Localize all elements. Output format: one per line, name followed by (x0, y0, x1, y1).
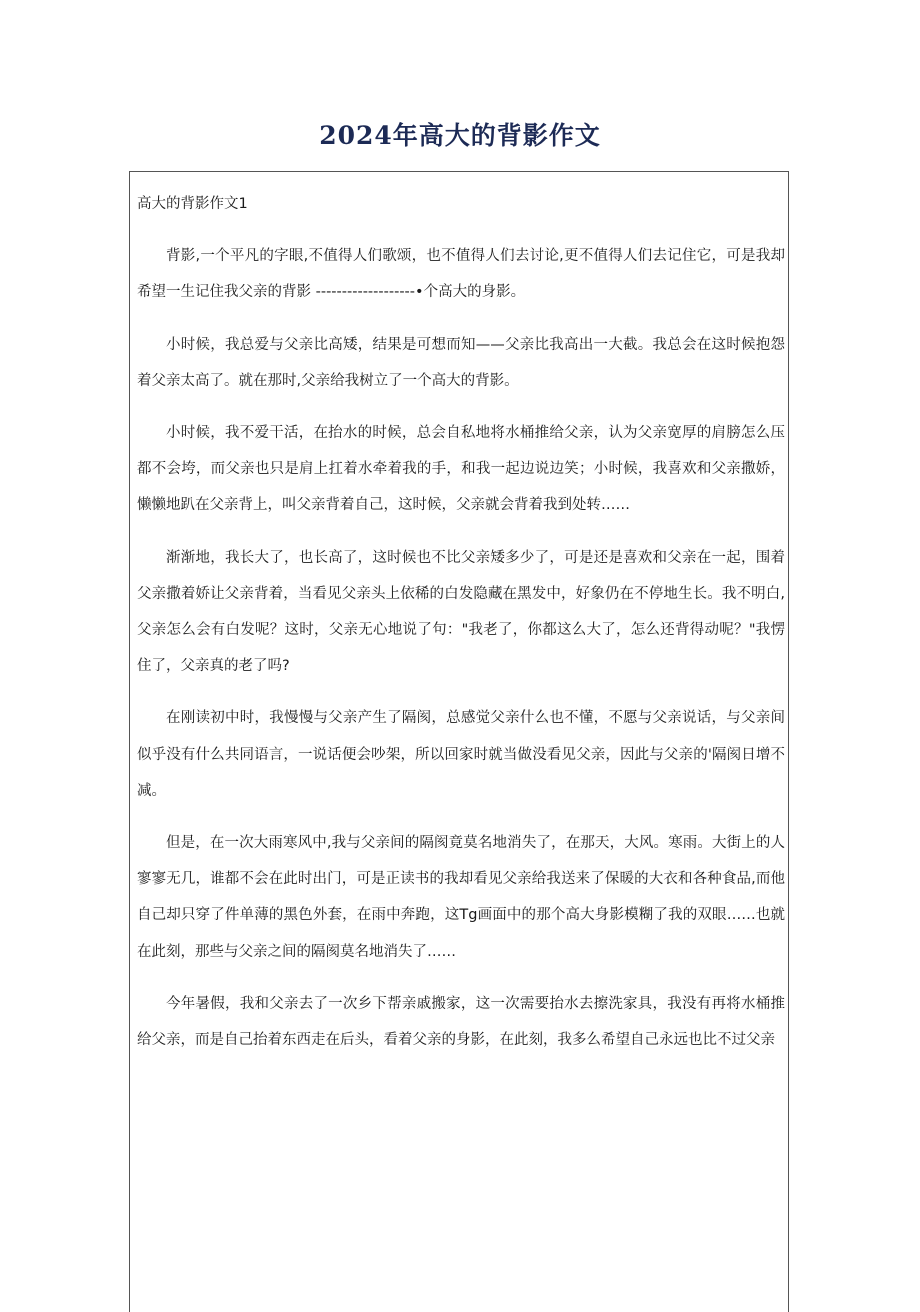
paragraph: 今年暑假，我和父亲去了一次乡下帮亲戚搬家，这一次需要抬水去擦洗家具，我没有再将水桶推给父亲，而是自己抬着东西走在后头，看着父亲的身影，在此刻，我多么希望自己永远也比不过父亲 (137, 995, 785, 1049)
document-title: 2024年高大的背影作文 (319, 121, 601, 150)
paragraph: 渐渐地，我长大了，也长高了，这时候也不比父亲矮多少了，可是还是喜欢和父亲在一起，围着父亲撒着娇让父亲背着，当看见父亲头上依稀的白发隐藏在黑发中，好象仍在不停地生长。我不明白,父亲怎么会有白发呢？这时，父亲无心地说了句："我老了，你都这么大了，怎么还背得动呢？"我愣住了，父亲真的老了吗? (137, 549, 785, 675)
essay-body (137, 186, 785, 1058)
paragraph: 但是，在一次大雨寒风中,我与父亲间的隔阂竟莫名地消失了，在那天，大风。寒雨。大街上的人寥寥无几，谁都不会在此时出门，可是正读书的我却看见父亲给我送来了保暖的大衣和各种食品,而他自己却只穿了件单薄的黑色外套，在雨中奔跑，这Tg画面中的那个高大身影模糊了我的双眼……也就在此刻，那些与父亲之间的隔阂莫名地消失了…… (137, 835, 785, 960)
paragraph: 小时候，我不爱干活，在抬水的时候，总会自私地将水桶推给父亲，认为父亲宽厚的肩膀怎么压都不会垮，而父亲也只是肩上扛着水牵着我的手，和我一起边说边笑；小时候，我喜欢和父亲撒娇，懒懒地趴在父亲背上，叫父亲背着自己，这时候，父亲就会背着我到处转…… (137, 425, 785, 514)
paragraph: 在刚读初中时，我慢慢与父亲产生了隔阂，总感觉父亲什么也不懂，不愿与父亲说话，与父亲间似乎没有什么共同语言，一说话便会吵架，所以回家时就当做没看见父亲，因此与父亲的'隔阂日增不减。 (137, 710, 785, 799)
paragraph: 小时候，我总爱与父亲比高矮，结果是可想而知——父亲比我高出一大截。我总会在这时候抱怨着父亲太高了。就在那时,父亲给我树立了一个高大的背影。 (137, 336, 785, 389)
paragraph: 背影,一个平凡的字眼,不值得人们歌颂，也不值得人们去讨论,更不值得人们去记住它，可是我却希望一生记住我父亲的背影 -------------------•个高大的身影。 (137, 248, 785, 301)
essay-subheading: 高大的背影作文1 (137, 196, 248, 212)
